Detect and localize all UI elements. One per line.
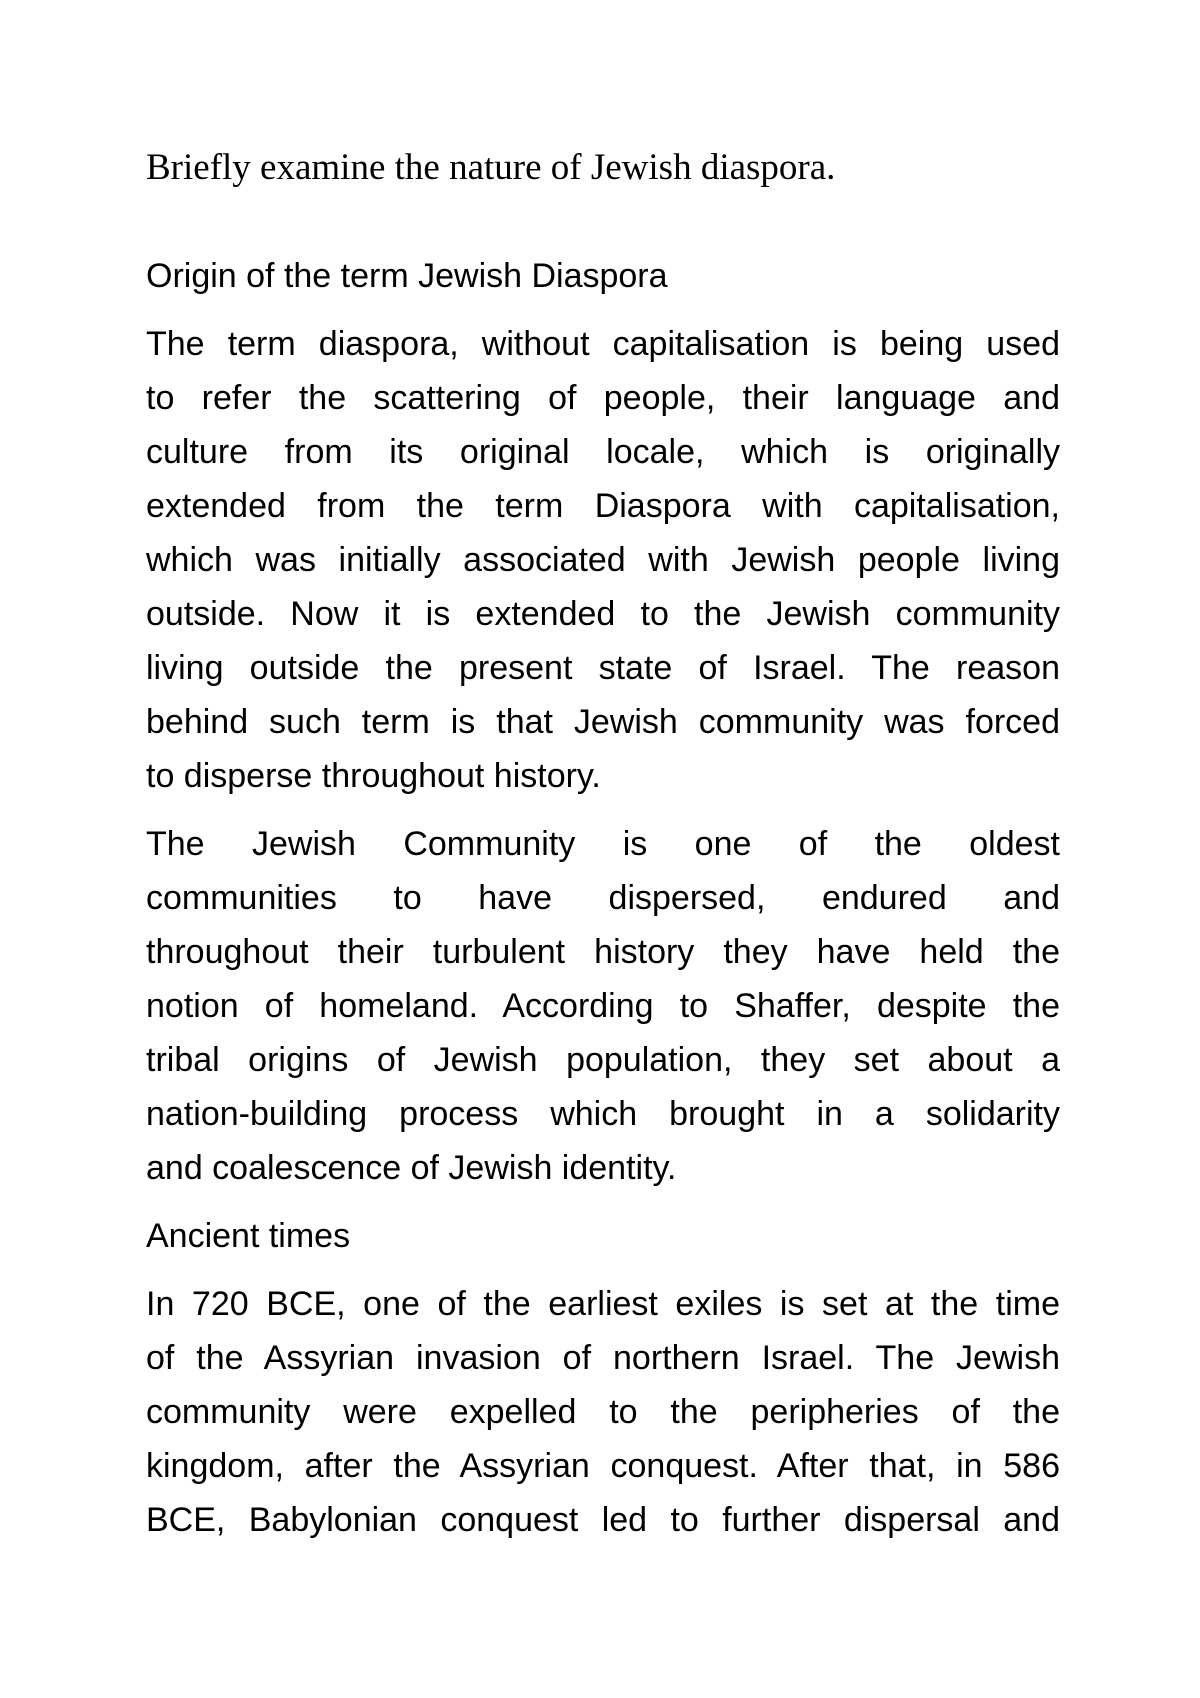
section-heading-ancient-times: Ancient times (146, 1217, 351, 1255)
text-line: culture from its original locale, which is originally (146, 433, 1060, 471)
text-line: of the Assyrian invasion of northern Israel. The Jewish (146, 1339, 1060, 1377)
text-line: communities to have dispersed, endured and (146, 879, 1060, 917)
text-line: tribal origins of Jewish population, they set about a (146, 1041, 1060, 1079)
text-line: BCE, Babylonian conquest led to further dispersal and (146, 1501, 1060, 1539)
text-line: to disperse throughout history. (146, 757, 601, 795)
text-line: which was initially associated with Jewish people living (146, 541, 1060, 579)
document-body (146, 143, 1060, 1547)
text-line: to refer the scattering of people, their language and (146, 379, 1060, 417)
section-heading-origin: Origin of the term Jewish Diaspora (146, 257, 668, 295)
text-line: kingdom, after the Assyrian conquest. After that, in 586 (146, 1447, 1060, 1485)
text-line: and coalescence of Jewish identity. (146, 1149, 677, 1187)
text-line: notion of homeland. According to Shaffer, despite the (146, 987, 1060, 1025)
text-line: behind such term is that Jewish community was forced (146, 703, 1060, 741)
paragraph-jewish-community (146, 817, 1060, 1195)
text-line: outside. Now it is extended to the Jewish community (146, 595, 1060, 633)
text-line: The Jewish Community is one of the oldest (146, 825, 1060, 863)
paragraph-ancient-times (146, 1277, 1060, 1547)
text-line: community were expelled to the peripheries of the (146, 1393, 1060, 1431)
text-line: living outside the present state of Israel. The reason (146, 649, 1060, 687)
paragraph-diaspora-definition (146, 317, 1060, 803)
text-line: The term diaspora, without capitalisation is being used (146, 325, 1060, 363)
text-line: nation-building process which brought in a solidarity (146, 1095, 1060, 1133)
document-title: Briefly examine the nature of Jewish diaspora. (146, 147, 836, 188)
text-line: extended from the term Diaspora with capitalisation, (146, 487, 1060, 525)
text-line: In 720 BCE, one of the earliest exiles is set at the time (146, 1285, 1060, 1323)
text-line: throughout their turbulent history they have held the (146, 933, 1060, 971)
